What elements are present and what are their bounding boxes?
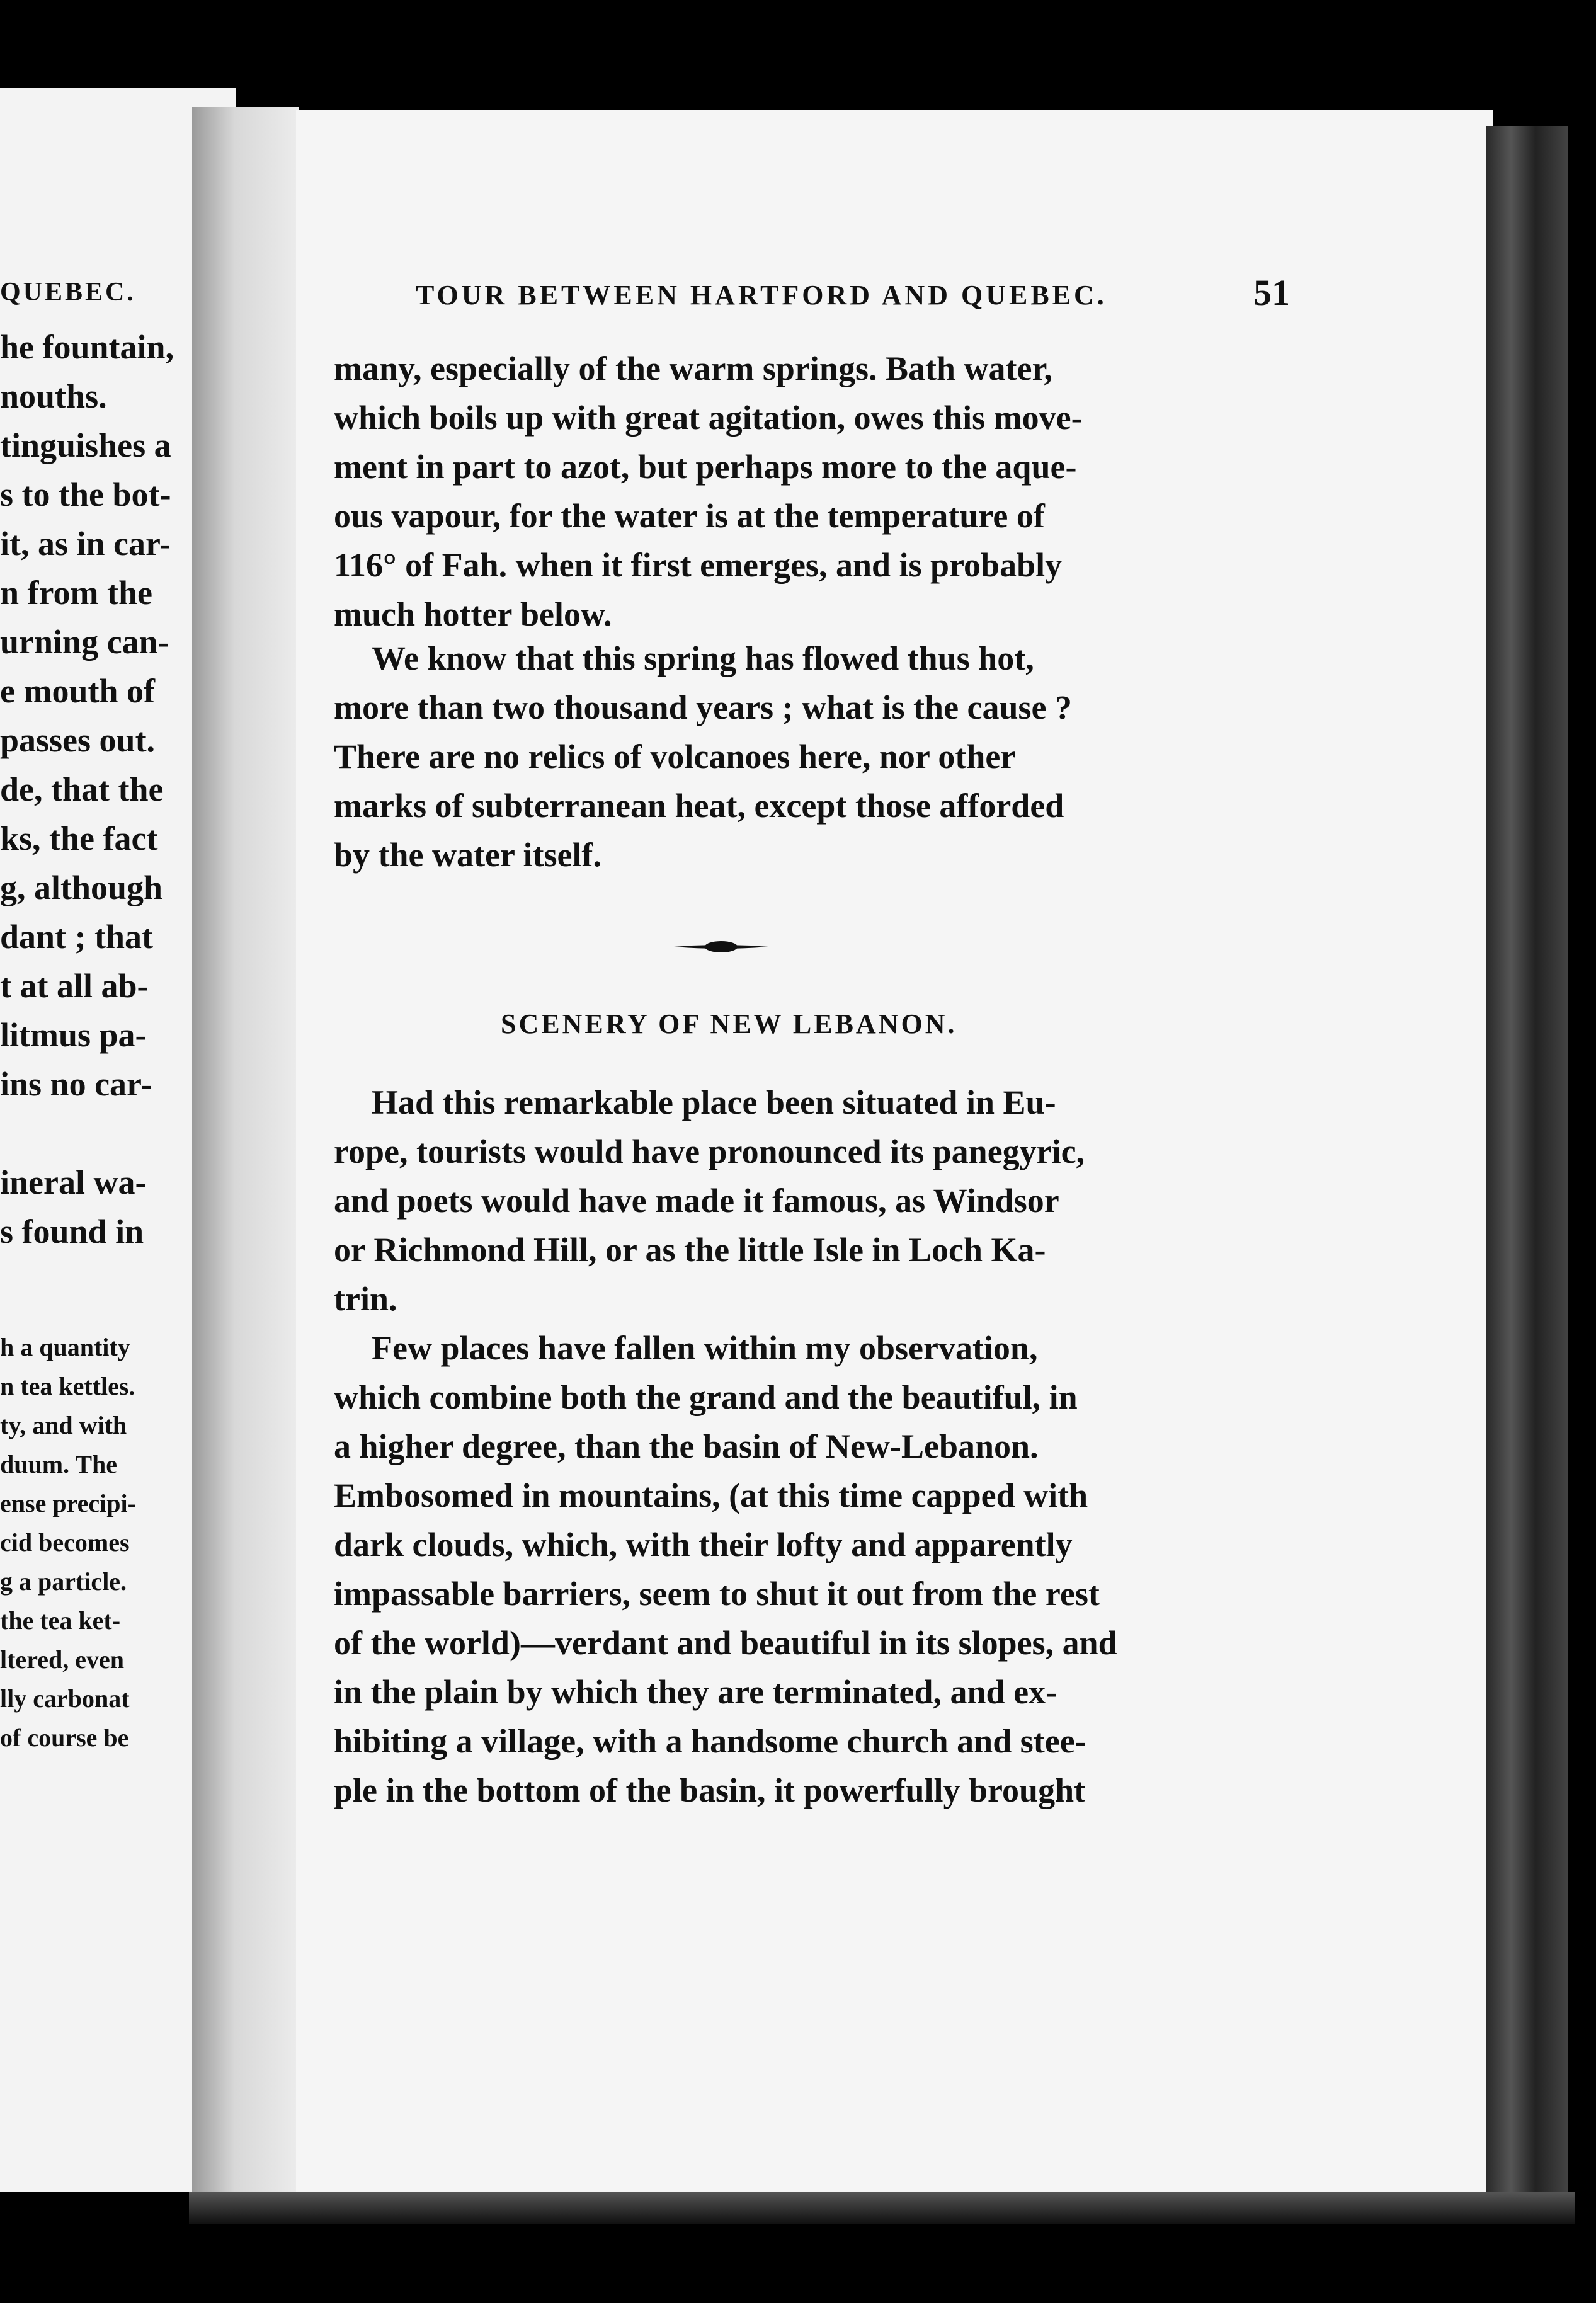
text-line: impassable barriers, seem to shut it out from the rest [334, 1575, 1100, 1613]
left-text-line: passes out. [0, 721, 156, 759]
text-line: which boils up with great agitation, owes this move- [334, 399, 1083, 437]
text-line: ment in part to azot, but perhaps more to the aque- [334, 448, 1077, 486]
left-text-line: s found in [0, 1213, 144, 1250]
text-line: more than two thousand years ; what is the cause ? [334, 689, 1073, 726]
text-line: which combine both the grand and the beautiful, in [334, 1378, 1078, 1416]
left-text-line: ins no car- [0, 1065, 152, 1103]
left-footnote-line: lly carbonat [0, 1684, 130, 1713]
text-line: Had this remarkable place been situated in Eu- [372, 1083, 1056, 1121]
text-line: and poets would have made it famous, as Windsor [334, 1182, 1059, 1220]
text-line: of the world)—verdant and beautiful in its slopes, and [334, 1624, 1117, 1662]
left-footnote-line: ltered, even [0, 1645, 124, 1674]
left-footnote-line: ty, and with [0, 1411, 127, 1439]
text-line: much hotter below. [334, 595, 612, 633]
section-divider-ornament [674, 934, 768, 959]
left-footnote-line: h a quantity [0, 1333, 130, 1361]
left-footnote-line: the tea ket- [0, 1606, 121, 1635]
text-line: dark clouds, which, with their lofty and apparently [334, 1526, 1073, 1563]
text-line: hibiting a village, with a handsome church and stee- [334, 1722, 1086, 1760]
left-text-line: litmus pa- [0, 1016, 147, 1054]
text-line: Embosomed in mountains, (at this time capped with [334, 1477, 1088, 1514]
text-line: Few places have fallen within my observation, [372, 1329, 1038, 1367]
page-bottom-edge [189, 2192, 1575, 2224]
left-running-head: QUEBEC. [0, 278, 136, 307]
left-text-line: ks, the fact [0, 820, 158, 857]
left-text-line: dant ; that [0, 918, 154, 956]
text-line: many, especially of the warm springs. Bath water, [334, 350, 1052, 387]
left-text-line: g, although [0, 869, 163, 906]
page-fore-edge [1486, 126, 1568, 2205]
left-footnote-line: ense precipi- [0, 1489, 136, 1517]
text-line: or Richmond Hill, or as the little Isle in Loch Ka- [334, 1231, 1046, 1269]
left-footnote-line: cid becomes [0, 1528, 130, 1557]
left-text-line: de, that the [0, 770, 164, 808]
section-heading: SCENERY OF NEW LEBANON. [501, 1009, 957, 1039]
text-line: in the plain by which they are terminated, and ex- [334, 1673, 1057, 1711]
text-line: There are no relics of volcanoes here, nor other [334, 738, 1016, 775]
text-line: ple in the bottom of the basin, it powerfully brought [334, 1771, 1086, 1809]
book-gutter [192, 107, 299, 2198]
text-line: We know that this spring has flowed thus hot, [372, 639, 1034, 677]
left-text-line: it, as in car- [0, 525, 171, 563]
text-line: 116° of Fah. when it first emerges, and is probably [334, 546, 1063, 584]
text-line: by the water itself. [334, 836, 601, 874]
left-text-line: e mouth of [0, 672, 155, 710]
left-text-line: urning can- [0, 623, 169, 661]
left-footnote-line: n tea kettles. [0, 1372, 135, 1400]
text-line: rope, tourists would have pronounced its panegyric, [334, 1133, 1085, 1170]
left-text-line: ineral wa- [0, 1163, 147, 1201]
left-text-line: nouths. [0, 377, 107, 415]
running-head-title: TOUR BETWEEN HARTFORD AND QUEBEC. [416, 280, 1107, 311]
left-text-line: s to the bot- [0, 476, 171, 513]
text-line: trin. [334, 1280, 397, 1318]
right-page [296, 110, 1493, 2208]
left-text-line: tinguishes a [0, 426, 171, 464]
left-text-line: n from the [0, 574, 152, 612]
left-text-line: he fountain, [0, 328, 174, 366]
left-footnote-line: g a particle. [0, 1567, 127, 1596]
left-footnote-line: duum. The [0, 1450, 118, 1478]
text-line: marks of subterranean heat, except those afforded [334, 787, 1064, 825]
text-line: a higher degree, than the basin of New-Lebanon. [334, 1427, 1039, 1465]
text-line: ous vapour, for the water is at the temperature of [334, 497, 1045, 535]
left-text-line: t at all ab- [0, 967, 149, 1005]
page-number: 51 [1253, 272, 1290, 313]
left-footnote-line: of course be [0, 1723, 129, 1752]
